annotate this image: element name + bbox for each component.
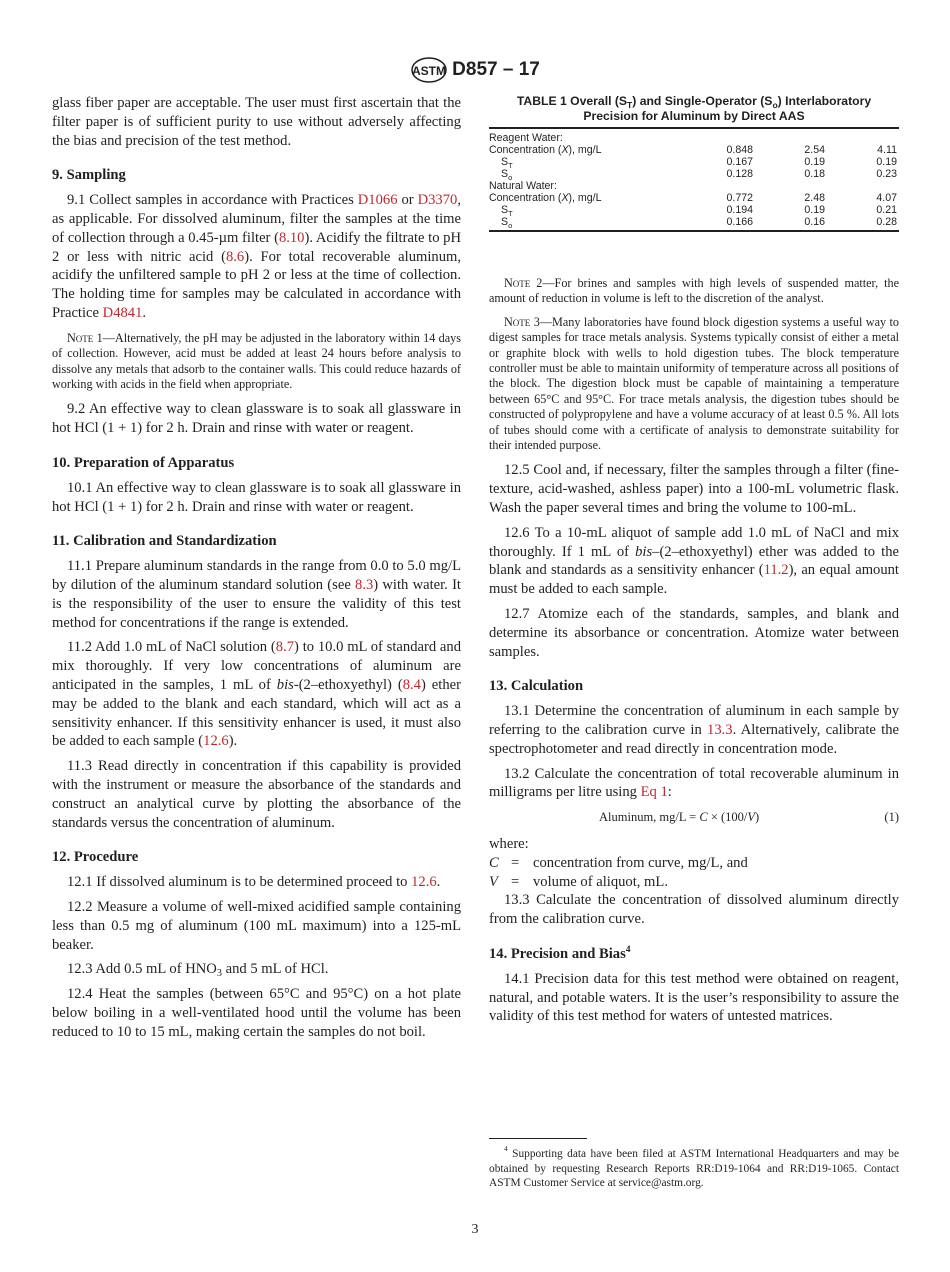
row-label bbox=[489, 216, 683, 231]
label-text: S bbox=[501, 204, 509, 216]
text-run-sc: Note 1 bbox=[67, 330, 103, 345]
text-run: 12.5 Cool and, if necessary, filter the samples through a filter (fine-texture, acid-washed, ashless paper) into a 100-mL volumetric flask. Wash the paper several times and bring the volume to 100-mL. bbox=[489, 462, 899, 517]
table-cell: 2.54 bbox=[804, 144, 825, 156]
text-run: 13. Calculation bbox=[489, 678, 584, 695]
section-reference-link[interactable]: D4841 bbox=[102, 304, 143, 321]
text-run: 12.2 Measure a volume of well-mixed acidified sample containing less than 0.5 mg of aluminum (100 mL maximum) into a 125-mL beaker. bbox=[52, 898, 461, 953]
label-text: Reagent Water: bbox=[489, 132, 563, 144]
text-run: glass fiber paper are acceptable. The user must first ascertain that the filter paper is of sufficient purity to use without adversely affecting the bias and precision of the test method. bbox=[52, 95, 461, 149]
paragraph bbox=[52, 191, 461, 323]
paragraph bbox=[52, 757, 461, 832]
text-run-sym: V bbox=[489, 873, 498, 890]
text-run: 12.4 Heat the samples (between 65°C and 95°C) on a hot plate below boiling in a well-ventilated hood until the volume has been reduced to 10 to 15 mL, making certain the samples do not boil. bbox=[52, 986, 461, 1040]
text-run: –(2–ethoxyethyl) ether was added to the blank and standards as a sensitivity enhancer ( bbox=[489, 543, 899, 579]
table-row bbox=[489, 180, 899, 192]
page-number: 3 bbox=[471, 1222, 479, 1237]
equation-body bbox=[599, 808, 759, 827]
text-run: Aluminum, mg/L = bbox=[599, 810, 700, 825]
table-cell: 0.19 bbox=[876, 156, 897, 168]
label-text: Natural Water: bbox=[489, 180, 557, 192]
definition bbox=[489, 873, 899, 892]
text-run: ). For total recoverable aluminum, acidify the unfiltered sample to pH 2 or less at the time of collection. The holding time for samples may be calculated in accordance with Practice bbox=[52, 248, 461, 321]
text-run: . bbox=[436, 874, 441, 891]
text-run: or bbox=[397, 192, 418, 209]
paragraph bbox=[489, 524, 899, 599]
left-column bbox=[52, 94, 461, 1048]
table-row bbox=[489, 144, 899, 156]
text-run-i: V bbox=[747, 810, 756, 825]
paragraph bbox=[489, 605, 899, 661]
label-text: S bbox=[501, 156, 509, 168]
row-label bbox=[489, 168, 683, 180]
section-reference-link[interactable]: D1066 bbox=[357, 192, 398, 209]
text-run: TABLE 1 Overall (S bbox=[516, 94, 628, 108]
table-row bbox=[489, 156, 899, 168]
paragraph bbox=[489, 891, 899, 929]
label-text: Concentration (X), mg/L bbox=[489, 144, 602, 156]
table-row bbox=[489, 128, 899, 144]
paragraph bbox=[52, 94, 461, 150]
text-run: 12.7 Atomize each of the standards, samples, and blank and determine its absorbance or concentration. Atomize water between samples. bbox=[489, 606, 899, 660]
paragraph bbox=[489, 702, 899, 758]
text-run: 10.1 An effective way to clean glassware is to soak all glassware in hot HCl (1 + 1) for 2 h. Drain and rinse with water or reagent. bbox=[52, 479, 461, 515]
section-heading bbox=[489, 945, 899, 964]
text-run: : bbox=[667, 784, 672, 801]
table-cell: 0.772 bbox=[726, 192, 753, 204]
paragraph bbox=[52, 638, 461, 751]
label-text: S bbox=[501, 168, 509, 180]
table-cell: 4.07 bbox=[876, 192, 897, 204]
paragraph bbox=[489, 765, 899, 803]
text-run-eq: = bbox=[511, 873, 520, 890]
table-cell: 0.167 bbox=[726, 156, 753, 168]
row-label bbox=[489, 180, 899, 192]
text-run-sup: 4 bbox=[625, 945, 631, 955]
section-reference-link[interactable]: 11.2 bbox=[763, 562, 789, 579]
text-run: ) with water. It is the responsibility of the user to ensure the validity of this test method for concentrations if the range is extended. bbox=[52, 576, 461, 631]
label-subscript: o bbox=[508, 173, 513, 182]
paragraph bbox=[52, 960, 461, 979]
text-run-sc: Note 3 bbox=[504, 314, 540, 329]
text-run: 11.2 Add 1.0 mL of NaCl solution ( bbox=[67, 639, 276, 656]
section-reference-link[interactable]: 8.3 bbox=[355, 576, 374, 593]
paragraph bbox=[52, 479, 461, 517]
text-run: 12. Procedure bbox=[52, 849, 139, 866]
text-run: and 5 mL of HCl. bbox=[221, 961, 329, 978]
text-run: ). bbox=[228, 733, 238, 750]
right-column bbox=[489, 94, 899, 1032]
section-reference-link[interactable]: 8.7 bbox=[275, 639, 295, 656]
text-run: 10. Preparation of Apparatus bbox=[52, 454, 235, 471]
table-cell: 4.11 bbox=[877, 144, 897, 156]
table-cell: 0.16 bbox=[804, 216, 825, 228]
table-cell: 0.18 bbox=[804, 168, 825, 180]
table-row bbox=[489, 216, 899, 231]
table-cell: 0.19 bbox=[804, 156, 825, 168]
text-run: Supporting data have been filed at ASTM International Headquarters and may be obtained by requesting Research Reports RR:D19-1064 and RR:D19-1065. Contact ASTM Customer Service at service@astm.org. bbox=[489, 1148, 899, 1190]
paragraph bbox=[52, 873, 461, 892]
section-reference-link[interactable]: 12.6 bbox=[203, 733, 229, 750]
text-run-sub: T bbox=[627, 100, 633, 110]
text-run: 13.3 Calculate the concentration of dissolved aluminum directly from the calibration curve. bbox=[489, 892, 899, 928]
table-cell: 0.128 bbox=[726, 168, 753, 180]
row-label bbox=[489, 156, 683, 168]
text-run: . bbox=[142, 304, 147, 321]
text-run: 9.2 An effective way to clean glassware is to soak all glassware in hot HCl (1 + 1) for 2 h. Drain and rinse with water or reagent. bbox=[52, 401, 461, 437]
paragraph bbox=[52, 898, 461, 954]
text-run: volume of aliquot, mL. bbox=[533, 873, 668, 890]
table-cell: 0.19 bbox=[804, 204, 825, 216]
text-run: , as applicable. For dissolved aluminum, filter the samples at the time of collection through a 0.45-µm filter ( bbox=[52, 192, 461, 246]
label-subscript: T bbox=[508, 209, 513, 218]
label-subscript: T bbox=[508, 161, 513, 170]
text-run: 11. Calibration and Standardization bbox=[52, 533, 277, 550]
astm-logo-icon bbox=[410, 56, 448, 84]
text-run: 11.1 Prepare aluminum standards in the range from 0.0 to 5.0 mg/L by dilution of the aluminum standard solution (see bbox=[52, 558, 461, 593]
text-run-sc: Note 2 bbox=[504, 276, 543, 290]
note bbox=[52, 331, 461, 393]
row-label bbox=[489, 204, 683, 216]
section-reference-link[interactable]: Eq 1 bbox=[640, 784, 668, 801]
table-cell: 0.28 bbox=[876, 216, 897, 228]
note bbox=[489, 315, 899, 454]
text-run-sym: C bbox=[489, 854, 499, 871]
label-text: Concentration (X), mg/L bbox=[489, 192, 602, 204]
text-run: 13.2 Calculate the concentration of total recoverable aluminum in milligrams per litre using bbox=[489, 765, 899, 801]
text-run: -(2–ethoxyethyl) ( bbox=[293, 676, 403, 693]
text-run: ), an equal amount must be added to each sample. bbox=[489, 562, 899, 598]
text-run: 14. Precision and Bias bbox=[489, 946, 626, 962]
section-reference-link[interactable]: 13.3 bbox=[707, 722, 733, 739]
text-run: concentration from curve, mg/L, and bbox=[533, 854, 748, 871]
definition bbox=[489, 854, 899, 873]
section-reference-link[interactable]: D3370 bbox=[417, 192, 458, 209]
text-run: 14.1 Precision data for this test method were obtained on reagent, natural, and potable waters. It is the user’s responsibility to assure the validity of this test method for waters of untested matrices. bbox=[489, 970, 899, 1025]
table-cell: 0.23 bbox=[876, 168, 897, 180]
section-heading bbox=[52, 166, 461, 185]
paragraph bbox=[489, 461, 899, 517]
text-run: —For brines and samples with high levels of suspended matter, the amount of reduction in volume is left to the discretion of the analyst. bbox=[489, 276, 900, 306]
table-cell: 0.194 bbox=[726, 204, 753, 216]
text-run-i: C bbox=[699, 810, 708, 825]
table-row bbox=[489, 168, 899, 180]
text-run: 9. Sampling bbox=[52, 167, 126, 184]
section-reference-link[interactable]: 8.4 bbox=[402, 676, 421, 693]
section-reference-link[interactable]: 8.6 bbox=[225, 248, 245, 265]
text-run: 12.6 To a 10-mL aliquot of sample add 1.0 mL of NaCl and mix thoroughly. If 1 mL of bbox=[489, 524, 899, 560]
precision-table bbox=[489, 94, 899, 232]
section-heading bbox=[52, 848, 461, 867]
row-label bbox=[489, 128, 899, 144]
text-run-eq: = bbox=[511, 854, 520, 871]
text-run-i: bis bbox=[635, 543, 653, 560]
table-cell: 0.848 bbox=[726, 144, 753, 156]
section-heading bbox=[52, 454, 461, 473]
section-reference-link[interactable]: 8.10 bbox=[278, 229, 305, 246]
paragraph bbox=[52, 557, 461, 632]
text-run: 13.1 Determine the concentration of aluminum in each sample by referring to the calibration curve in bbox=[489, 703, 899, 739]
paragraph bbox=[489, 835, 899, 854]
text-run-sub: o bbox=[772, 100, 778, 110]
table-cell: 0.166 bbox=[726, 216, 753, 228]
text-run: ) Interlaboratory Precision for Aluminum by Direct AAS bbox=[583, 94, 872, 123]
page-header bbox=[0, 56, 950, 84]
text-run: 9.1 Collect samples in accordance with Practices bbox=[67, 192, 358, 209]
text-run-i: bis bbox=[276, 676, 294, 693]
table-cell: 0.21 bbox=[876, 204, 897, 216]
text-run: ) bbox=[755, 810, 760, 825]
text-run: ) to 10.0 mL of standard and mix thoroughly. If very low concentrations of aluminum are anticipated in the samples, 1 mL of bbox=[52, 639, 461, 693]
label-text: S bbox=[501, 216, 509, 228]
note bbox=[489, 276, 899, 307]
svg-text:ASTM: ASTM bbox=[412, 64, 447, 78]
row-label bbox=[489, 144, 683, 156]
text-run: × (100/ bbox=[707, 810, 748, 825]
section-reference-link[interactable]: 12.6 bbox=[411, 874, 437, 891]
table-cell: 2.48 bbox=[804, 192, 825, 204]
text-run-sub: 3 bbox=[216, 968, 222, 980]
text-run-sup: 4 bbox=[504, 1144, 508, 1153]
section-heading bbox=[52, 532, 461, 551]
text-run: ). Acidify the filtrate to pH 2 or less with nitric acid ( bbox=[52, 229, 461, 265]
table-row bbox=[489, 192, 899, 204]
text-run: 12.3 Add 0.5 mL of HNO bbox=[67, 961, 217, 978]
section-heading bbox=[489, 677, 899, 696]
text-run: 12.1 If dissolved aluminum is to be determined proceed to bbox=[67, 874, 412, 891]
text-run: . Alternatively, calibrate the spectrophotometer and read directly in concentration mode. bbox=[489, 722, 899, 757]
table-caption bbox=[489, 94, 899, 123]
equation-number: (1) bbox=[884, 810, 899, 825]
text-run: —Many laboratories have found block digestion systems a useful way to digest samples for trace metals analysis. Systems typically consist of either a metal or graphite block with wells to hold digestion tubes. The block temperature controller must be able to maintain uniformity of temperature across all positions of the block. The digestion block must be capable of maintaining a temperature between 65°C and 95°C. For trace metals analysis, the digestion tubes should be constructed of polypropylene and have a volume accuracy of at least 0.5 %. All lots of tubes should come with a certificate of analysis to demonstrate suitability for their intended purpose. bbox=[489, 314, 900, 453]
paragraph bbox=[52, 400, 461, 438]
footnote-rule bbox=[489, 1138, 587, 1139]
equation bbox=[489, 808, 899, 827]
paragraph bbox=[489, 970, 899, 1026]
text-run: ) ether may be added to the blank and each standard, which will act as a sensitivity enhancer. If this sensitivity enhancer is used, it must also be added to each sample ( bbox=[52, 676, 461, 750]
table-row bbox=[489, 204, 899, 216]
row-label bbox=[489, 192, 683, 204]
text-run: —Alternatively, the pH may be adjusted in the laboratory within 14 days of collection. However, acid must be added at least 24 hours before analysis to dissolve any metals that adsorb to the container walls. This could reduce hazards of working with acids in the field when appropriate. bbox=[52, 330, 461, 391]
text-run: where: bbox=[489, 836, 529, 853]
paragraph bbox=[52, 985, 461, 1041]
document-designation: D857 – 17 bbox=[452, 59, 540, 80]
text-run: ) and Single-Operator (S bbox=[632, 94, 773, 108]
footnote bbox=[489, 1138, 899, 1191]
text-run: 11.3 Read directly in concentration if this capability is provided with the instrument or measure the absorbance of the standards and construct an analytical curve by plotting the absorbance of the standards versus the concentration of aluminum. bbox=[52, 758, 461, 831]
label-subscript: o bbox=[508, 221, 513, 230]
